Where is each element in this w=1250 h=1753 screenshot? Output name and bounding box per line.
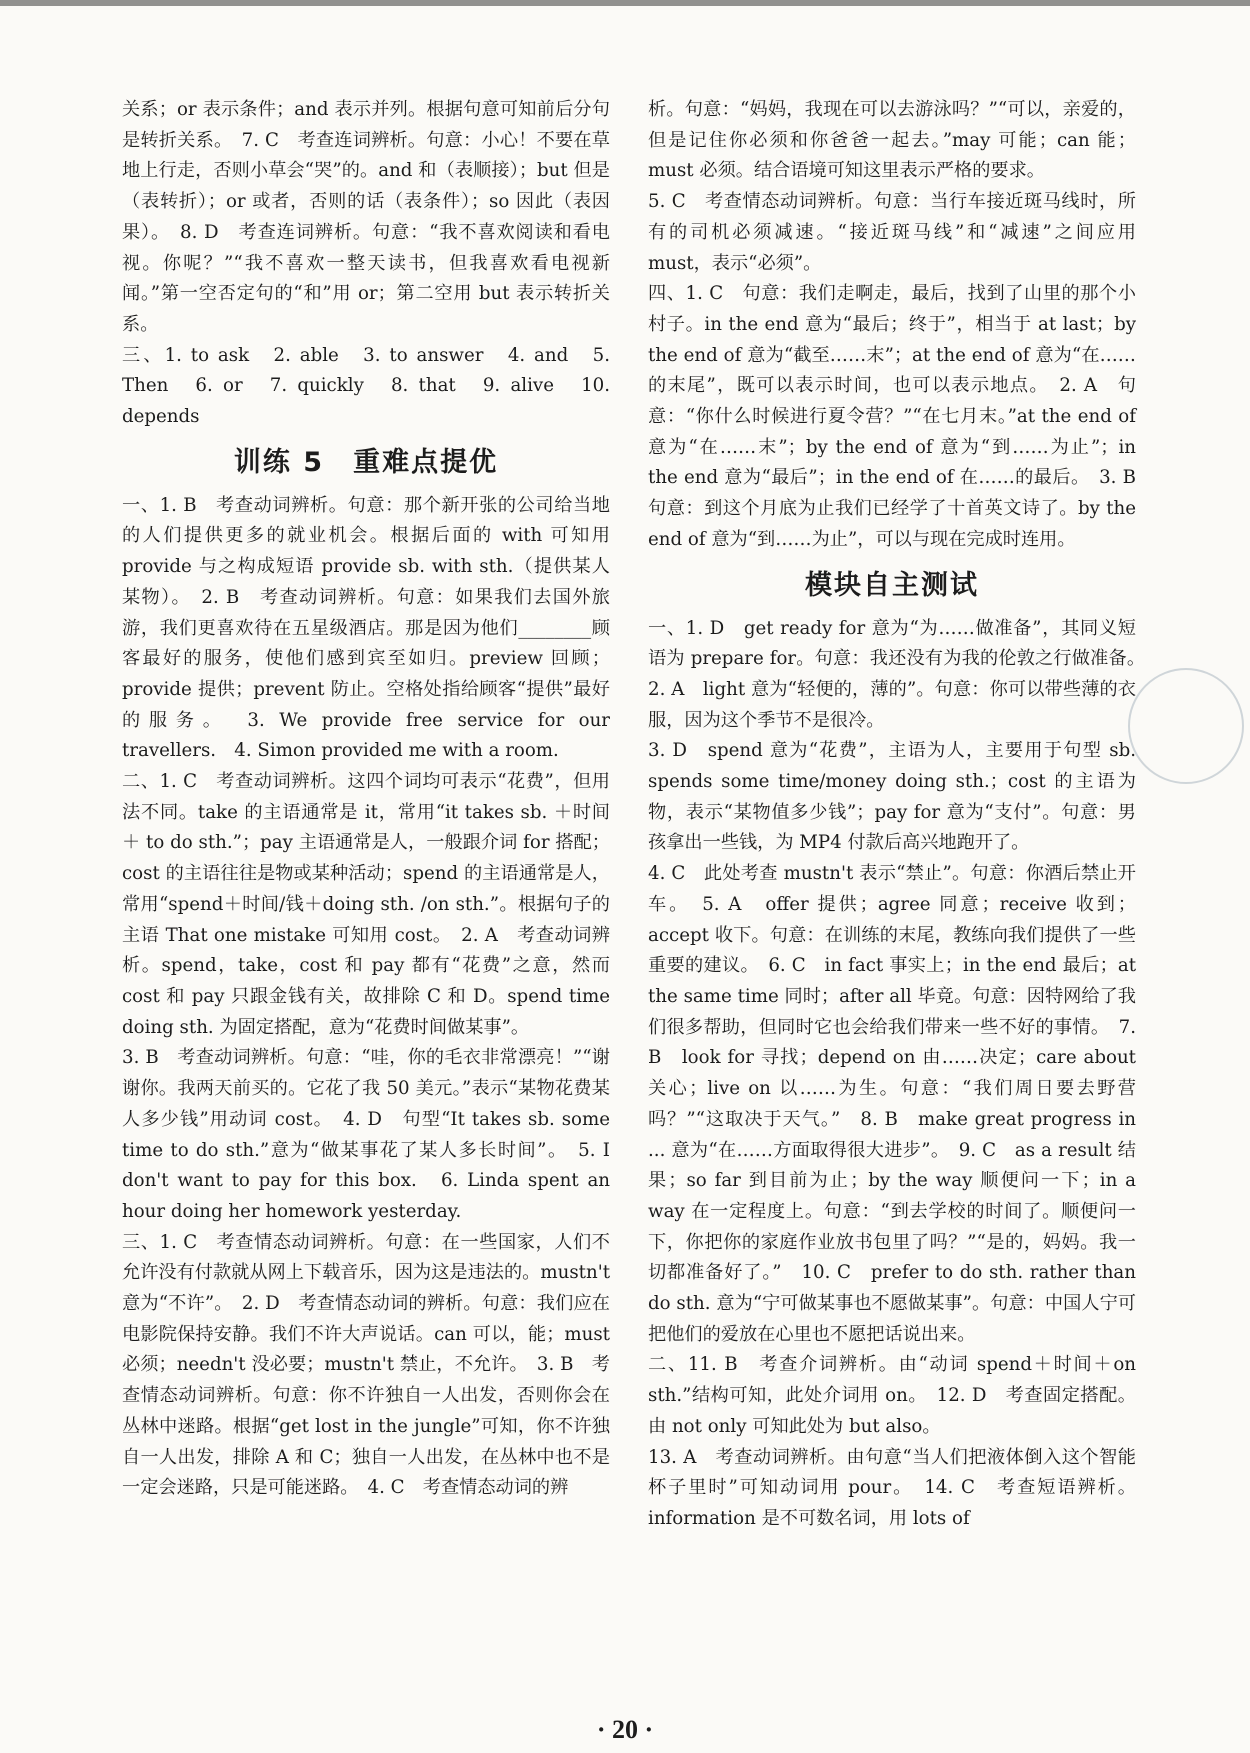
answer-paragraph: 13. A 考查动词辨析。由句意“当人们把液体倒入这个智能杯子里时”可知动词用 pour。 14. C 考查短语辨析。information 是不可数名词，用 lots of bbox=[648, 1446, 1136, 1529]
answer-paragraph: 5. C 考查情态动词辨析。句意：当行车接近斑马线时，所有的司机必须减速。“接近斑马线”和“减速”之间应用 must，表示“必须”。 bbox=[648, 191, 1136, 274]
answer-paragraph: 一、1. D get ready for 意为“为……做准备”，其同义短语为 prepare for。句意：我还没有为我的伦敦之行做准备。 2. A light 意为“轻便的，薄的”。句意：你可以带些薄的衣服，因为这个季节不是很冷。 bbox=[648, 617, 1155, 731]
answer-paragraph: 4. C 此处考查 mustn't 表示“禁止”。句意：你酒后禁止开车。 5. A offer 提供；agree 同意；receive 收到；accept 收下。句意：在训练的末尾，教练向我们提供了一些重要的建议。 6. C in fact 事实上；in the end 最后；at the same time 同时；after all 毕竟。句意：因特网给了我们很多帮助，但同时它也会给我们带来一些不好的事情。 7. B look for 寻找；depend on 由……决定；care about 关心；live on 以……为生。句意：“我们周日要去野营吗？”“这取决于天气。” 8. B make great progress in ... 意为“在……方面取得很大进步”。 9. C as a result 结果；so far 到目前为止；by the way 顺便问一下；in a way 在一定程度上。句意：“到去学校的时间了。顺便问一下，你把你的家庭作业放书包里了吗？”“是的，妈妈。我一切都准备好了。” 10. C prefer to do sth. rather than do sth. 意为“宁可做某事也不愿做某事”。句意：中国人宁可把他们的爱放在心里也不愿把话说出来。 bbox=[648, 863, 1136, 1345]
answer-paragraph: 四、1. C 句意：我们走啊走，最后，找到了山里的那个小村子。in the end 意为“最后；终于”，相当于 at last；by the end of 意为“截至……末”；at the end of 意为“在……的末尾”，既可以表示时间，也可以表示地点。 2. A 句意：“你什么时候进行夏令营？”“在七月末。”at the end of 意为“在……末”；by the end of 意为“到……为止”；in the end 意为“最后”；in the end of 在……的最后。 3. B 句意：到这个月底为止我们已经学了十首英文诗了。by the end of 意为“到……为止”，可以与现在完成时连用。 bbox=[648, 283, 1155, 550]
answer-paragraph: 二、1. C 考查动词辨析。这四个词均可表示“花费”，但用法不同。take 的主语通常是 it，常用“it takes sb. ＋时间＋ to do sth.”；pay 主语通常是人，一般跟介词 for 搭配；cost 的主语往往是物或某种活动；spend 的主语通常是人，常用“spend＋时间/钱＋doing sth. /on sth.”。根据句子的主语 That one mistake 可知用 cost。 2. A 考查动词辨析。spend，take，cost 和 pay 都有“花费”之意，然而 cost 和 pay 只跟金钱有关，故排除 C 和 D。spend time doing sth. 为固定搭配，意为“花费时间做某事”。 bbox=[122, 771, 610, 1038]
right-column bbox=[648, 95, 1155, 1535]
page-number-value: 20 bbox=[612, 1715, 638, 1744]
top-border bbox=[0, 0, 1250, 6]
answer-paragraph: 3. D spend 意为“花费”，主语为人，主要用于句型 sb. spends some time/money doing sth.；cost 的主语为物，表示“某物值多少钱”；pay for 意为“支付”。句意：男孩拿出一些钱，为 MP4 付款后高兴地跑开了。 bbox=[648, 740, 1136, 854]
answer-paragraph: 析。句意：“妈妈，我现在可以去游泳吗？”“可以，亲爱的，但是记住你必须和你爸爸一起去。”may 可能；can 能；must 必须。结合语境可知这里表示严格的要求。 bbox=[648, 99, 1136, 182]
answer-paragraph: 3. B 考查动词辨析。句意：“哇，你的毛衣非常漂亮！”“谢谢你。我两天前买的。它花了我 50 美元。”表示“某物花费某人多少钱”用动词 cost。 4. D 句型“It takes sb. some time to do sth.”意为“做某事花了某人多长时间”。 5. I don't want to pay for this box. 6. Linda spent an hour doing her homework yesterday. bbox=[122, 1047, 610, 1222]
page-number: · 20 · bbox=[596, 1715, 654, 1744]
section-heading-training-5: 训练 5 重难点提优 bbox=[233, 446, 499, 478]
left-column bbox=[122, 95, 610, 1504]
answer-paragraph: 关系；or 表示条件；and 表示并列。根据句意可知前后分句是转折关系。 7. C 考查连词辨析。句意：小心！不要在草地上行走，否则小草会“哭”的。and 和（表顺接）；but 但是（表转折）；or 或者，否则的话（表条件）；so 因此（表因果）。 8. D 考查连词辨析。句意：“我不喜欢阅读和看电视。你呢？”“我不喜欢一整天读书，但我喜欢看电视新闻。”第一空否定句的“和”用 or；第二空用 but 表示转折关系。 bbox=[122, 99, 610, 335]
section-heading-module-test: 模块自主测试 bbox=[805, 569, 979, 601]
answer-paragraph: 一、1. B 考查动词辨析。句意：那个新开张的公司给当地的人们提供更多的就业机会。根据后面的 with 可知用 provide 与之构成短语 provide sb. with sth.（提供某人某物）。 2. B 考查动词辨析。句意：如果我们去国外旅游，我们更喜欢待在五星级酒店。那是因为他们________顾客最好的服务，使他们感到宾至如归。preview 回顾；provide 提供；prevent 防止。空格处指给顾客“提供”最好的服务。 3. We provide free service for our travellers. 4. Simon provided me with a room. bbox=[122, 494, 610, 762]
answer-paragraph: 三、1. C 考查情态动词辨析。句意：在一些国家，人们不允许没有付款就从网上下载音乐，因为这是违法的。mustn't 意为“不许”。 2. D 考查情态动词的辨析。句意：我们应在电影院保持安静。我们不许大声说话。can 可以，能；must 必须；needn't 没必要；mustn't 禁止，不允许。 3. B 考查情态动词辨析。句意：你不许独自一人出发，否则你会在丛林中迷路。根据“get lost in the jungle”可知，你不许独自一人出发，排除 A 和 C；独自一人出发，在丛林中也不是一定会迷路，只是可能迷路。 4. C 考查情态动词的辨 bbox=[122, 1231, 610, 1499]
stamp-mark bbox=[1128, 668, 1244, 784]
answer-paragraph: 三、1. to ask 2. able 3. to answer 4. and 5. Then 6. or 7. quickly 8. that 9. alive 10. depends bbox=[122, 344, 610, 428]
answer-paragraph: 二、11. B 考查介词辨析。由“动词 spend＋时间＋on sth.”结构可知，此处介词用 on。 12. D 考查固定搭配。由 not only 可知此处为 but also。 bbox=[648, 1354, 1136, 1437]
